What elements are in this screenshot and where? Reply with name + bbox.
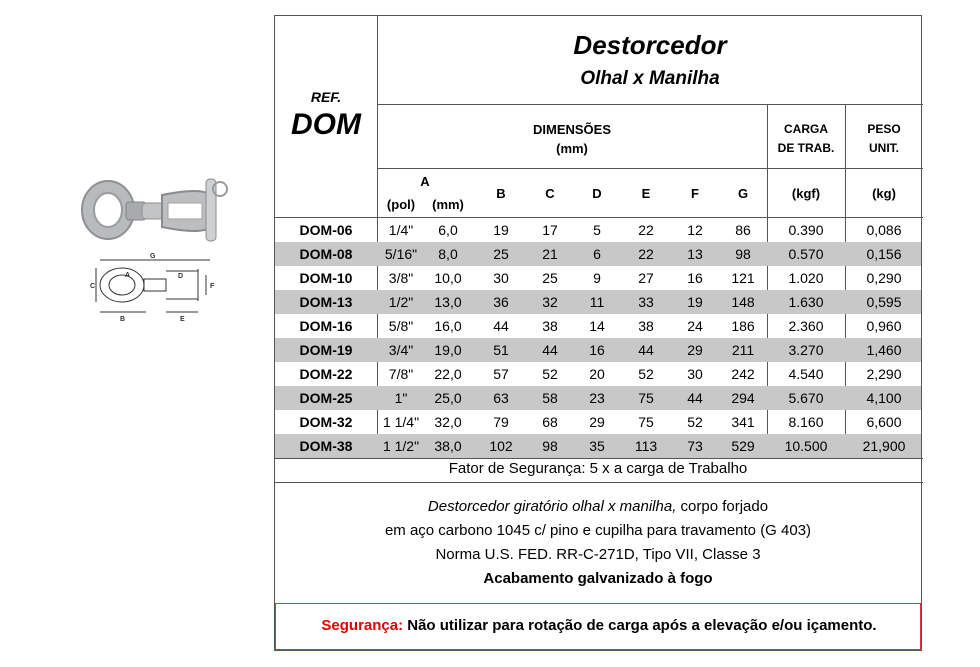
cell-c: 25 bbox=[542, 270, 558, 286]
safety-warning-box bbox=[275, 603, 921, 650]
cell-f: 73 bbox=[687, 438, 703, 454]
cell-ref: DOM-38 bbox=[299, 438, 353, 454]
col-header-d: D bbox=[592, 186, 602, 201]
cell-ref: DOM-08 bbox=[299, 246, 353, 262]
cell-ref: DOM-16 bbox=[299, 318, 353, 334]
cell-pol: 7/8" bbox=[388, 366, 414, 382]
divider-group-header bbox=[377, 168, 923, 169]
cell-g: 148 bbox=[731, 294, 755, 310]
col-header-b: B bbox=[496, 186, 506, 201]
load-header bbox=[767, 120, 845, 158]
col-header-pol: (pol) bbox=[386, 197, 416, 212]
cell-d: 6 bbox=[593, 246, 601, 262]
cell-ref: DOM-32 bbox=[299, 414, 353, 430]
table-row bbox=[275, 338, 921, 362]
cell-weight: 4,100 bbox=[866, 390, 902, 406]
table-row bbox=[275, 386, 921, 410]
safety-warning-label: Segurança: bbox=[321, 617, 404, 634]
cell-f: 52 bbox=[687, 414, 703, 430]
cell-pol: 5/8" bbox=[388, 318, 414, 334]
cell-c: 38 bbox=[542, 318, 558, 334]
col-header-c: C bbox=[545, 186, 555, 201]
cell-mm: 16,0 bbox=[434, 318, 462, 334]
dimensions-header bbox=[377, 120, 767, 158]
cell-c: 52 bbox=[542, 366, 558, 382]
cell-c: 68 bbox=[542, 414, 558, 430]
cell-ref: DOM-22 bbox=[299, 366, 353, 382]
cell-f: 30 bbox=[687, 366, 703, 382]
cell-pol: 1/2" bbox=[388, 294, 414, 310]
cell-weight: 21,900 bbox=[862, 438, 906, 454]
cell-e: 75 bbox=[638, 390, 654, 406]
cell-b: 57 bbox=[493, 366, 509, 382]
spec-table bbox=[275, 218, 921, 458]
weight-label-line1: PESO bbox=[867, 122, 901, 136]
cell-mm: 25,0 bbox=[434, 390, 462, 406]
cell-b: 25 bbox=[493, 246, 509, 262]
cell-load: 1.020 bbox=[788, 270, 824, 286]
cell-e: 44 bbox=[638, 342, 654, 358]
cell-f: 44 bbox=[687, 390, 703, 406]
cell-b: 30 bbox=[493, 270, 509, 286]
col-header-g: G bbox=[737, 186, 749, 201]
weight-header bbox=[845, 120, 923, 158]
safety-warning-text: Não utilizar para rotação de carga após a elevação e/ou içamento. bbox=[403, 617, 877, 634]
cell-d: 16 bbox=[589, 342, 605, 358]
cell-c: 17 bbox=[542, 222, 558, 238]
product-title: Destorcedor bbox=[573, 30, 727, 60]
swivel-photo bbox=[82, 179, 227, 241]
divider-title bbox=[377, 104, 923, 105]
cell-load: 0.390 bbox=[788, 222, 824, 238]
cell-d: 35 bbox=[589, 438, 605, 454]
cell-c: 32 bbox=[542, 294, 558, 310]
cell-g: 186 bbox=[731, 318, 755, 334]
cell-ref: DOM-13 bbox=[299, 294, 353, 310]
cell-b: 36 bbox=[493, 294, 509, 310]
cell-ref: DOM-10 bbox=[299, 270, 353, 286]
cell-g: 242 bbox=[731, 366, 755, 382]
cell-e: 38 bbox=[638, 318, 654, 334]
cell-d: 29 bbox=[589, 414, 605, 430]
cell-g: 98 bbox=[735, 246, 751, 262]
safety-factor-note: Fator de Segurança: 5 x a carga de Trabalho bbox=[448, 460, 748, 477]
cell-e: 22 bbox=[638, 246, 654, 262]
dim-letter-g: G bbox=[150, 253, 156, 260]
cell-ref: DOM-25 bbox=[299, 390, 353, 406]
table-row bbox=[275, 290, 921, 314]
cell-f: 24 bbox=[687, 318, 703, 334]
cell-e: 113 bbox=[634, 438, 658, 454]
cell-e: 33 bbox=[638, 294, 654, 310]
cell-weight: 0,086 bbox=[866, 222, 902, 238]
safety-warning bbox=[276, 617, 922, 634]
cell-mm: 38,0 bbox=[434, 438, 462, 454]
cell-e: 52 bbox=[638, 366, 654, 382]
description-line-3: Norma U.S. FED. RR-C-271D, Tipo VII, Classe 3 bbox=[435, 546, 761, 563]
dimension-sketch bbox=[96, 260, 210, 312]
cell-d: 20 bbox=[589, 366, 605, 382]
col-header-e: E bbox=[641, 186, 651, 201]
cell-load: 8.160 bbox=[788, 414, 824, 430]
load-label-line1: CARGA bbox=[784, 122, 828, 136]
cell-pol: 1 1/4" bbox=[382, 414, 420, 430]
cell-load: 1.630 bbox=[788, 294, 824, 310]
dim-letter-a: A bbox=[125, 272, 131, 279]
cell-weight: 1,460 bbox=[866, 342, 902, 358]
cell-pol: 5/16" bbox=[384, 246, 418, 262]
dim-letter-c: C bbox=[90, 283, 96, 290]
cell-b: 63 bbox=[493, 390, 509, 406]
cell-b: 79 bbox=[493, 414, 509, 430]
cell-c: 21 bbox=[542, 246, 558, 262]
divider-safety-factor bbox=[275, 482, 923, 483]
cell-c: 58 bbox=[542, 390, 558, 406]
dimensions-label: DIMENSÕES bbox=[532, 122, 611, 137]
cell-d: 11 bbox=[589, 294, 605, 310]
cell-load: 10.500 bbox=[784, 438, 828, 454]
cell-pol: 1/4" bbox=[388, 222, 414, 238]
cell-g: 86 bbox=[735, 222, 751, 238]
load-label-line2: DE TRAB. bbox=[777, 141, 835, 155]
table-row bbox=[275, 410, 921, 434]
cell-mm: 32,0 bbox=[434, 414, 462, 430]
divider-table-bottom bbox=[275, 458, 923, 459]
cell-weight: 0,290 bbox=[866, 270, 902, 286]
cell-f: 19 bbox=[687, 294, 703, 310]
col-header-f: F bbox=[691, 186, 699, 201]
cell-load: 3.270 bbox=[788, 342, 824, 358]
cell-g: 294 bbox=[731, 390, 755, 406]
description-line-2: em aço carbono 1045 c/ pino e cupilha para travamento (G 403) bbox=[384, 522, 812, 539]
dimensions-unit: (mm) bbox=[556, 141, 588, 156]
cell-weight: 0,156 bbox=[866, 246, 902, 262]
description-line-1 bbox=[275, 498, 921, 515]
col-header-weight-unit: (kg) bbox=[872, 186, 896, 201]
cell-d: 23 bbox=[589, 390, 605, 406]
cell-g: 211 bbox=[731, 342, 755, 358]
spec-sheet bbox=[274, 15, 922, 651]
table-row bbox=[275, 434, 921, 458]
cell-mm: 13,0 bbox=[434, 294, 462, 310]
cell-f: 16 bbox=[687, 270, 703, 286]
dim-letter-e: E bbox=[180, 316, 185, 323]
col-header-a: A bbox=[420, 174, 430, 189]
cell-b: 102 bbox=[489, 438, 513, 454]
dim-letter-d: D bbox=[178, 273, 184, 280]
cell-pol: 1" bbox=[394, 390, 408, 406]
cell-mm: 19,0 bbox=[434, 342, 462, 358]
cell-f: 29 bbox=[687, 342, 703, 358]
cell-mm: 22,0 bbox=[434, 366, 462, 382]
cell-e: 27 bbox=[638, 270, 654, 286]
cell-d: 14 bbox=[589, 318, 605, 334]
cell-pol: 3/4" bbox=[388, 342, 414, 358]
cell-b: 51 bbox=[493, 342, 509, 358]
cell-mm: 6,0 bbox=[438, 222, 458, 238]
table-row bbox=[275, 362, 921, 386]
cell-mm: 10,0 bbox=[434, 270, 462, 286]
description-italic: Destorcedor giratório olhal x manilha, bbox=[427, 498, 677, 515]
cell-g: 341 bbox=[731, 414, 755, 430]
cell-load: 2.360 bbox=[788, 318, 824, 334]
cell-mm: 8,0 bbox=[438, 246, 458, 262]
cell-pol: 1 1/2" bbox=[382, 438, 420, 454]
col-header-mm: (mm) bbox=[432, 197, 464, 212]
cell-load: 0.570 bbox=[788, 246, 824, 262]
table-row bbox=[275, 218, 921, 242]
dim-letter-b: B bbox=[120, 316, 126, 323]
cell-weight: 6,600 bbox=[866, 414, 902, 430]
cell-b: 44 bbox=[493, 318, 509, 334]
cell-e: 22 bbox=[638, 222, 654, 238]
cell-f: 13 bbox=[687, 246, 703, 262]
weight-label-line2: UNIT. bbox=[869, 141, 899, 155]
cell-load: 5.670 bbox=[788, 390, 824, 406]
cell-d: 9 bbox=[593, 270, 601, 286]
cell-g: 529 bbox=[731, 438, 755, 454]
ref-label: REF. bbox=[310, 89, 342, 105]
cell-d: 5 bbox=[593, 222, 601, 238]
cell-weight: 2,290 bbox=[866, 366, 902, 382]
col-header-load-unit: (kgf) bbox=[791, 186, 821, 201]
table-row bbox=[275, 314, 921, 338]
cell-pol: 3/8" bbox=[388, 270, 414, 286]
dim-letter-f: F bbox=[210, 283, 215, 290]
cell-f: 12 bbox=[687, 222, 703, 238]
cell-c: 98 bbox=[542, 438, 558, 454]
cell-weight: 0,595 bbox=[866, 294, 902, 310]
product-image bbox=[70, 165, 250, 325]
cell-ref: DOM-06 bbox=[299, 222, 353, 238]
cell-weight: 0,960 bbox=[866, 318, 902, 334]
description-line-1-rest: corpo forjado bbox=[676, 498, 769, 515]
cell-g: 121 bbox=[731, 270, 755, 286]
product-subtitle: Olhal x Manilha bbox=[580, 68, 720, 89]
cell-b: 19 bbox=[493, 222, 509, 238]
table-row bbox=[275, 242, 921, 266]
finish-note: Acabamento galvanizado à fogo bbox=[483, 570, 713, 587]
table-row bbox=[275, 266, 921, 290]
cell-c: 44 bbox=[542, 342, 558, 358]
ref-code: DOM bbox=[291, 108, 361, 141]
cell-load: 4.540 bbox=[788, 366, 824, 382]
cell-ref: DOM-19 bbox=[299, 342, 353, 358]
cell-e: 75 bbox=[638, 414, 654, 430]
